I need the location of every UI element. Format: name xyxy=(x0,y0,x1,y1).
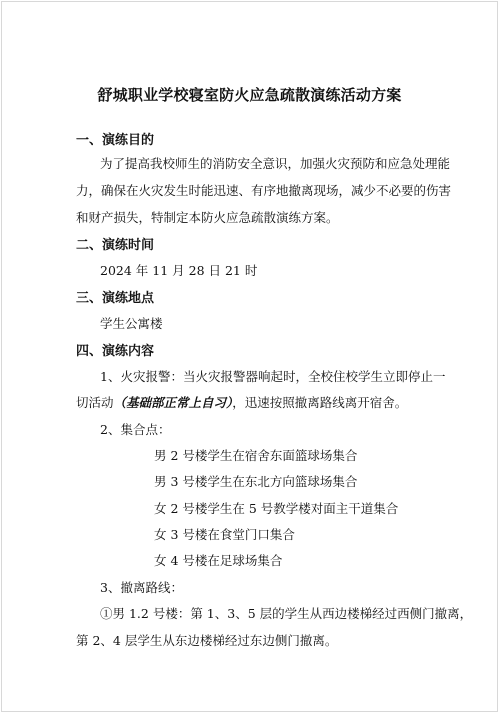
section-heading-purpose: 一、演练目的 xyxy=(76,133,155,148)
gathering-point: 女 3 号楼在食堂门口集合 xyxy=(154,527,295,542)
gathering-point: 女 2 号楼学生在 5 号教学楼对面主干道集合 xyxy=(154,501,399,516)
drill-time: 2024 年 11 月 28 日 21 时 xyxy=(100,263,258,278)
paragraph-line xyxy=(76,393,407,411)
paragraph-line: 1、火灾报警：当火灾报警器响起时，全校住校学生立即停止一 xyxy=(100,369,446,384)
text-run: 切活动 xyxy=(76,395,114,410)
gathering-point: 男 2 号楼学生在宿舍东面篮球场集合 xyxy=(154,448,358,463)
paragraph-line: 为了提高我校师生的消防安全意识，加强火灾预防和应急处理能 xyxy=(100,156,451,171)
section-heading-time: 二、演练时间 xyxy=(76,238,155,253)
drill-location: 学生公寓楼 xyxy=(100,316,163,331)
section-heading-location: 三、演练地点 xyxy=(76,291,155,306)
paragraph-line: ①男 1.2 号楼：第 1、3、5 层的学生从西边楼梯经过西侧门撤离， xyxy=(100,606,473,621)
paragraph-line: 第 2、4 层学生从东边楼梯经过东边侧门撤离。 xyxy=(76,633,338,648)
subsection-heading-route: 3、撤离路线： xyxy=(100,580,183,595)
gathering-point: 男 3 号楼学生在东北方向篮球场集合 xyxy=(154,474,358,489)
subsection-heading-gathering: 2、集合点： xyxy=(100,422,171,437)
emphasis-note: （基础部正常上自习） xyxy=(113,395,233,410)
section-heading-content: 四、演练内容 xyxy=(76,344,155,359)
paragraph-line: 力，确保在火灾发生时能迅速、有序地撤离现场，减少不必要的伤害 xyxy=(76,183,452,198)
page-title: 舒城职业学校寝室防火应急疏散演练活动方案 xyxy=(97,86,402,104)
gathering-point: 女 4 号楼在足球场集合 xyxy=(154,553,283,568)
text-run: ，迅速按照撤离路线离开宿舍。 xyxy=(232,395,408,410)
paragraph-line: 和财产损失，特制定本防火应急疏散演练方案。 xyxy=(76,210,339,225)
